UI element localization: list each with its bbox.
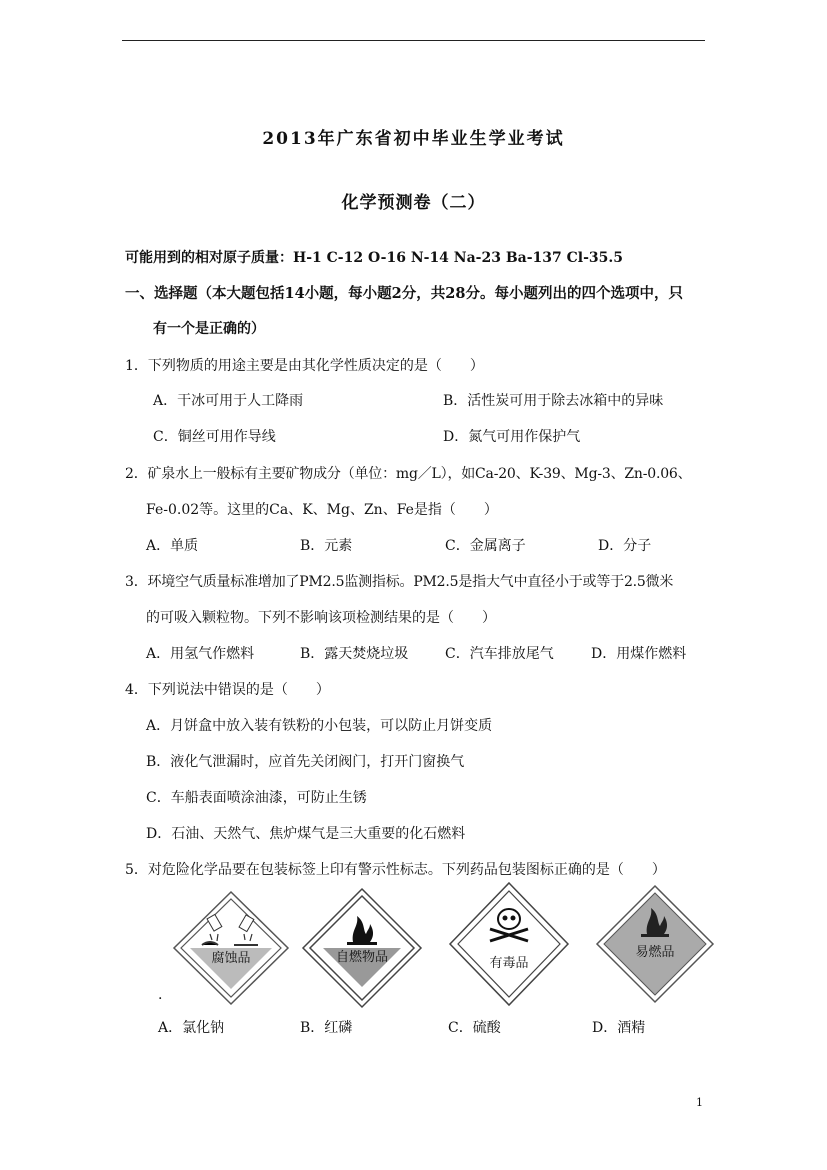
question-2-option-c: C．金属离子 xyxy=(445,538,526,554)
page-number: 1 xyxy=(696,1096,703,1109)
question-1-stem: 1．下列物质的用途主要是由其化学性质决定的是（ ） xyxy=(125,358,484,374)
flammable-sign xyxy=(595,884,715,1004)
section-heading: 一、选择题（本大题包括14小题，每小题2分，共28分。每小题列出的四个选项中，只 xyxy=(125,285,683,302)
sign-d-label: 易燃品 xyxy=(635,945,675,960)
question-5-option-a: A．氯化钠 xyxy=(158,1020,225,1036)
spontaneous-combustion-sign xyxy=(301,887,423,1009)
question-3-stem-cont: 的可吸入颗粒物。下列不影响该项检测结果的是（ ） xyxy=(146,610,496,626)
question-1-option-d: D．氮气可用作保护气 xyxy=(443,429,581,445)
question-1-option-a: A．干冰可用于人工降雨 xyxy=(153,393,304,409)
sign-c-label: 有毒品 xyxy=(489,956,529,971)
question-4-option-b: B．液化气泄漏时，应首先关闭阀门，打开门窗换气 xyxy=(146,754,465,770)
atomic-masses: 可能用到的相对原子质量：H-1 C-12 O-16 N-14 Na-23 Ba-137 Cl-35.5 xyxy=(125,250,624,266)
stray-dot: . xyxy=(158,987,163,1003)
question-2-option-b: B．元素 xyxy=(300,538,353,554)
question-5-stem: 5．对危险化学品要在包装标签上印有警示性标志。下列药品包装图标正确的是（ ） xyxy=(125,862,666,878)
question-4-option-a: A．月饼盒中放入装有铁粉的小包装，可以防止月饼变质 xyxy=(146,718,493,734)
question-5-option-c: C．硫酸 xyxy=(448,1020,501,1036)
page-subtitle: 化学预测卷（二） xyxy=(341,193,486,213)
question-3-option-c: C．汽车排放尾气 xyxy=(445,646,554,662)
question-1-option-b: B．活性炭可用于除去冰箱中的异味 xyxy=(443,393,664,409)
question-3-option-d: D．用煤作燃料 xyxy=(591,646,687,662)
page-title: 2013年广东省初中毕业生学业考试 xyxy=(262,129,565,149)
question-4-stem: 4．下列说法中错误的是（ ） xyxy=(125,682,330,698)
question-1-option-c: C．铜丝可用作导线 xyxy=(153,429,276,445)
question-4-option-c: C．车船表面喷涂油漆，可防止生锈 xyxy=(146,790,367,806)
question-3-stem: 3．环境空气质量标准增加了PM2.5监测指标。PM2.5是指大气中直径小于或等于2.5微米 xyxy=(125,574,674,590)
question-5-option-d: D．酒精 xyxy=(592,1020,646,1036)
sign-a-label: 腐蚀品 xyxy=(211,951,251,966)
question-2-stem: 2．矿泉水上一般标有主要矿物成分（单位：mg／L），如Ca-20、K-39、Mg-3、Zn-0.06、 xyxy=(125,466,692,482)
question-2-option-d: D．分子 xyxy=(598,538,652,554)
question-5-option-b: B．红磷 xyxy=(300,1020,353,1036)
corrosive-sign xyxy=(172,890,290,1006)
section-heading-cont: 有一个是正确的） xyxy=(153,321,265,337)
header-rule xyxy=(122,40,705,41)
question-3-option-a: A．用氢气作燃料 xyxy=(146,646,255,662)
question-4-option-d: D．石油、天然气、焦炉煤气是三大重要的化石燃料 xyxy=(146,826,466,842)
sign-b-label: 自燃物品 xyxy=(335,950,389,965)
question-3-option-b: B．露天焚烧垃圾 xyxy=(300,646,409,662)
toxic-sign xyxy=(448,881,570,1007)
question-2-stem-cont: Fe-0.02等。这里的Ca、K、Mg、Zn、Fe是指（ ） xyxy=(146,502,498,518)
question-2-option-a: A．单质 xyxy=(146,538,199,554)
